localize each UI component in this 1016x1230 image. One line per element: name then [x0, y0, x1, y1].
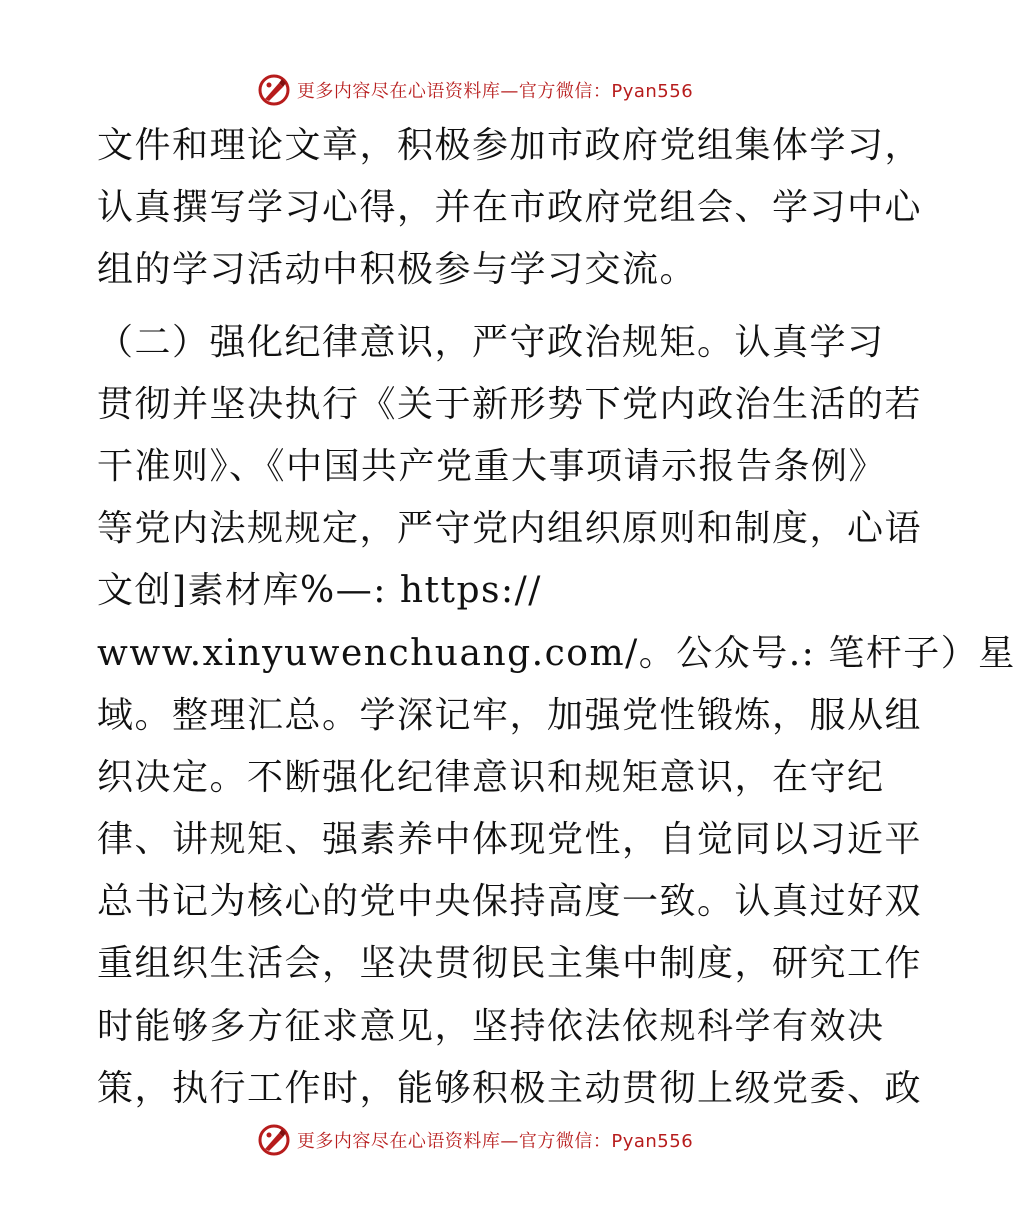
body-line-12: 律、讲规矩、强素养中体现党性，自觉同以习近平	[97, 819, 923, 861]
body-line-10: 域。整理汇总。学深记牢，加强党性锻炼，服从组	[97, 694, 923, 736]
body-line-5: 贯彻并坚决执行《关于新形势下党内政治生活的若	[97, 383, 923, 425]
body-line-1: 文件和理论文章，积极参加市政府党组集体学习，	[97, 125, 923, 166]
body-line-11: 织决定。不断强化纪律意识和规矩意识，在守纪	[97, 756, 885, 798]
body-line-14: 重组织生活会，坚决贯彻民主集中制度，研究工作	[97, 943, 923, 985]
body-line-13: 总书记为核心的党中央保持高度一致。认真过好双	[97, 881, 923, 923]
body-line-3: 组的学习活动中积极参与学习交流。	[97, 249, 698, 291]
header-banner	[0, 70, 950, 110]
body-line-8: 文创]素材库%—: https://	[97, 570, 542, 612]
footer-banner-text: 更多内容尽在心语资料库—官方微信：Pyan556	[296, 1131, 694, 1152]
body-line-6: 干准则》、《中国共产党重大事项请示报告条例》	[97, 445, 887, 487]
body-line-16: 策，执行工作时，能够积极主动贯彻上级党委、政	[97, 1067, 923, 1109]
document-body	[97, 115, 1016, 1120]
pen-seal-icon	[257, 1123, 291, 1157]
body-line-7: 等党内法规规定，严守党内组织原则和制度，心语	[97, 508, 923, 550]
header-banner-text: 更多内容尽在心语资料库—官方微信：Pyan556	[296, 81, 694, 102]
body-line-9: www.xinyuwenchuang.com/。公众号.: 笔杆子）星	[97, 632, 1016, 674]
body-line-15: 时能够多方征求意见，坚持依法依规科学有效决	[97, 1005, 885, 1047]
footer-banner	[0, 1120, 950, 1160]
section-heading-line: （二）强化纪律意识，严守政治规矩。认真学习	[97, 321, 885, 363]
pen-seal-icon	[257, 73, 291, 107]
body-line-2: 认真撰写学习心得，并在市政府党组会、学习中心	[97, 187, 923, 229]
